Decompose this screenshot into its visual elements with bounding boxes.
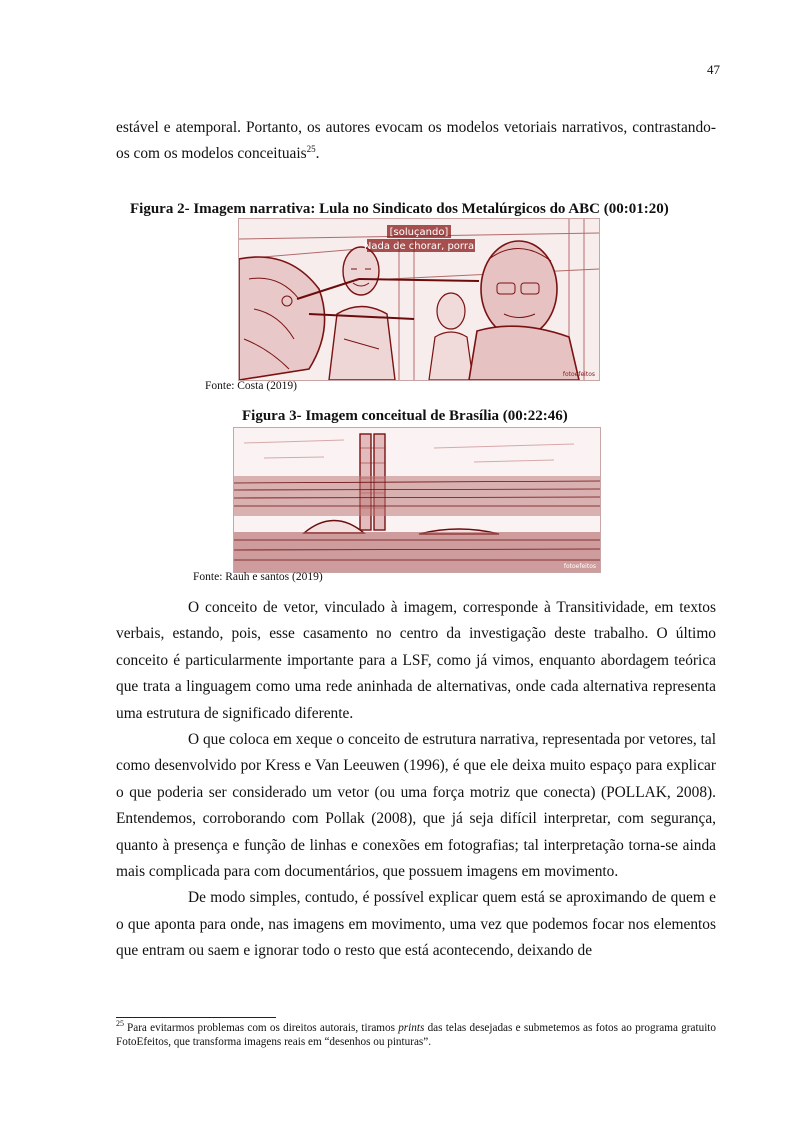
figure-2-source: Fonte: Costa (2019) [205, 380, 297, 392]
intro-paragraph [116, 115, 716, 168]
paragraph-3: De modo simples, contudo, é possível explicar quem está se aproximando de quem e o que aponta para onde, nas imagens em movimento, uma vez que podemos focar nos elementos que entram ou saem e ignorar todo o resto que está acontecendo, deixando de [116, 889, 716, 960]
figure-2-subtitle-1: [soluçando] [389, 227, 449, 238]
intro-end: . [315, 145, 320, 163]
figure-2-caption: Figura 2- Imagem narrativa: Lula no Sindicato dos Metalúrgicos do ABC (00:01:20) [130, 201, 669, 217]
body-text [116, 595, 716, 965]
figure-3-image [233, 427, 601, 573]
figure-2-watermark: fotoefeitos [562, 371, 595, 378]
page-number: 47 [707, 62, 720, 77]
figure-2-image [238, 218, 600, 381]
figure-2-subtitle-2: Nada de chorar, porra! [363, 241, 479, 252]
footnote-divider [116, 1017, 276, 1018]
figure-3-caption: Figura 3- Imagem conceitual de Brasília (00:22:46) [242, 408, 568, 424]
footnote-mark: 25 [116, 1019, 124, 1029]
footnote-emphasis: prints [398, 1022, 425, 1034]
footnote-text-before: Para evitarmos problemas com os direitos autorais, tiramos [127, 1022, 399, 1034]
figure-3-watermark: fotoefeitos [563, 563, 596, 570]
footnote [116, 1021, 716, 1049]
figure-3-sketch [234, 428, 600, 572]
figure-3-source: Fonte: Rauh e santos (2019) [193, 571, 323, 583]
intro-text: estável e atemporal. Portanto, os autores evocam os modelos vetoriais narrativos, contrastando-os com os modelos conceituais [116, 119, 716, 163]
footnote-reference[interactable]: 25 [306, 144, 316, 155]
footnote-text-after: das telas desejadas e submetemos as fotos ao programa gratuito FotoEfeitos, que transforma imagens reais em “desenhos ou pinturas”. [116, 1022, 716, 1048]
paragraph-1: O conceito de vetor, vinculado à imagem, corresponde à Transitividade, em textos verbais, estando, pois, esse casamento no centro da investigação deste trabalho. O último conceito é particularmente importante para a LSF, como já vimos, enquanto abordagem teórica que trata a linguagem como uma rede aninhada de alternativas, onde cada alternativa representa uma estrutura de significado diferente. [116, 599, 716, 722]
paragraph-2: O que coloca em xeque o conceito de estrutura narrativa, representada por vetores, tal como desenvolvido por Kress e Van Leeuwen (1996), é que ele deixa muito espaço para explicar o que poderia ser considerado um vetor (ou uma força motriz que conecta) (POLLAK, 2008). Entendemos, corroborando com Pollak (2008), que já seja difícil interpretar, com segurança, quanto à presença e função de linhas e conexões em fotografias; tal interpretação torna-se ainda mais complicada para com documentários, que possuem imagens em movimento. [116, 731, 716, 881]
figure-2-sketch [239, 219, 599, 380]
